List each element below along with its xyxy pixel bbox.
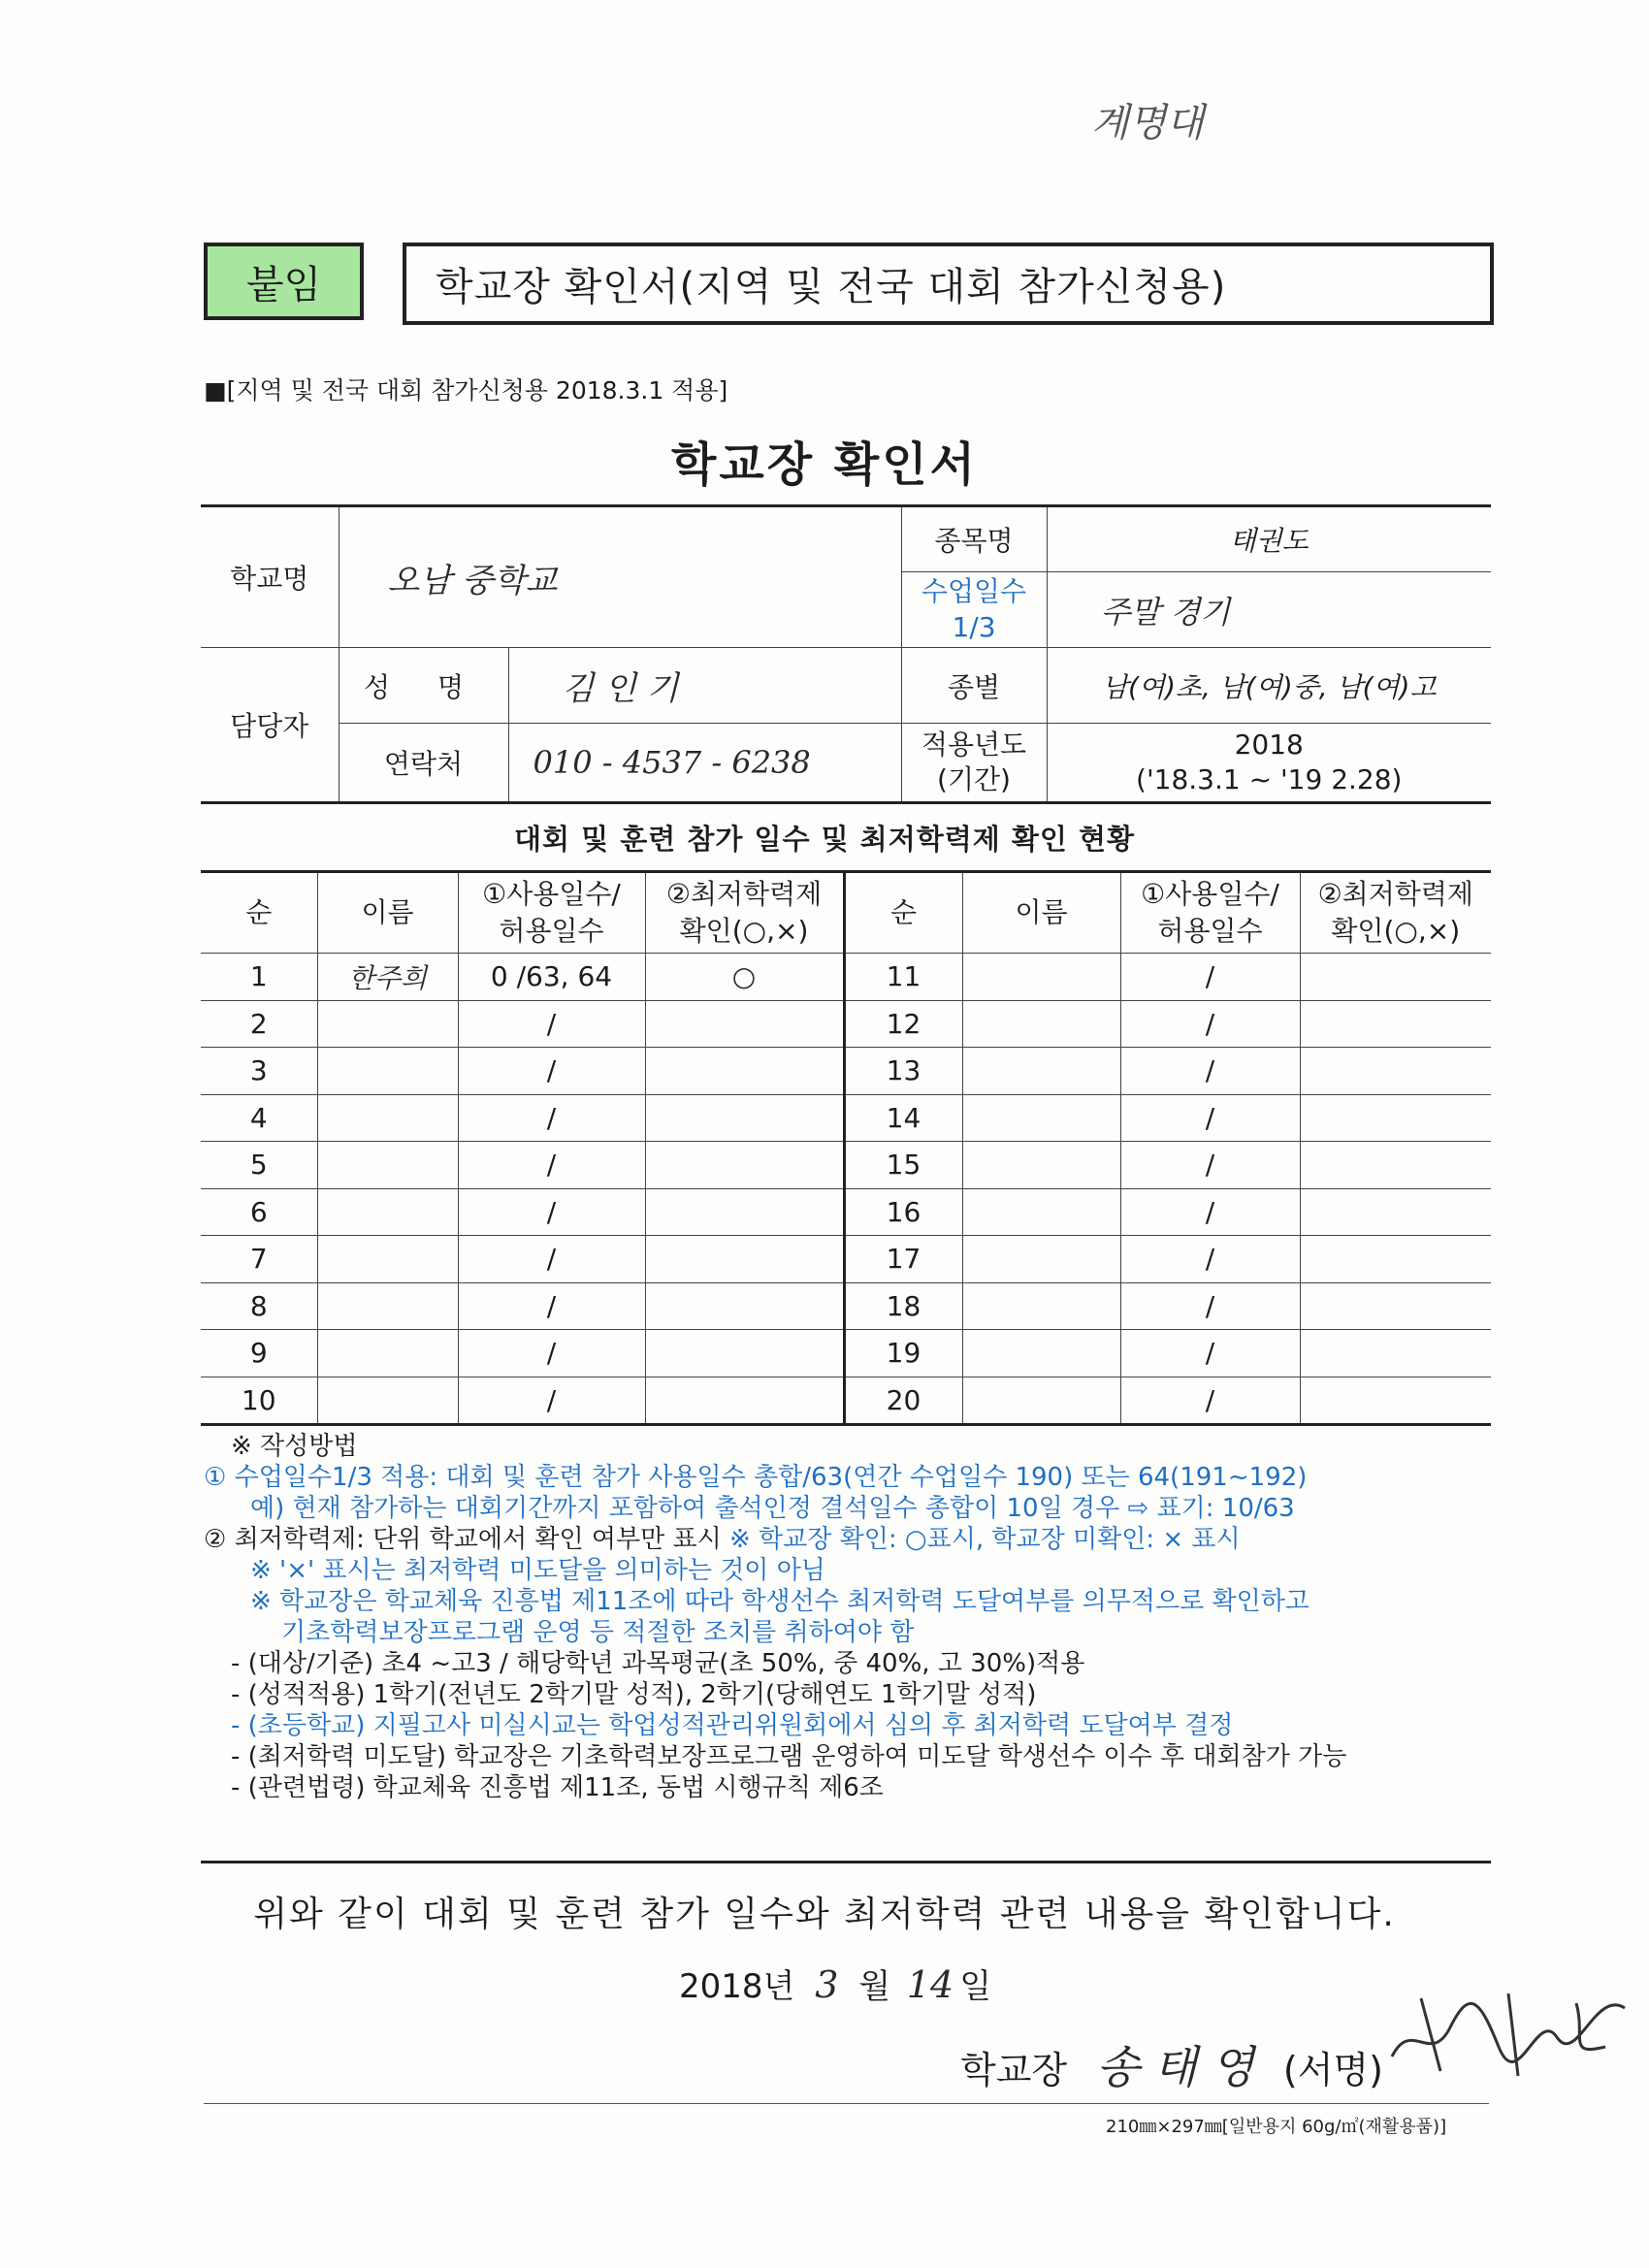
cell-no-right: 14 [844, 1094, 962, 1142]
table-row [201, 1282, 1491, 1330]
instruction-line [204, 1679, 1494, 1710]
name-label: 성 명 [339, 648, 508, 724]
cell-no: 9 [201, 1330, 317, 1377]
instruction-text: - (성적적용) 1학기(전년도 2학기말 성적), 2학기(당해연도 1학기말 성적) [231, 1680, 1037, 1709]
date-year: 2018년 [679, 1967, 795, 2006]
instruction-text: 예) 현재 참가하는 대회기간까지 포함하여 출석인정 결석일수 총합이 10일 경우 ⇨ 표기: 10/63 [250, 1494, 1295, 1523]
cell-no-right: 16 [844, 1188, 962, 1236]
cell-check [645, 1377, 844, 1425]
cell-days: / [458, 1188, 645, 1236]
col-check-right [1300, 872, 1491, 954]
cell-no-right: 15 [844, 1142, 962, 1189]
instruction-text: ※ 학교장은 학교체육 진흥법 제11조에 따라 학생선수 최저학력 도달여부를 의무적으로 확인하고 [250, 1587, 1310, 1616]
confirmation-text: 위와 같이 대회 및 훈련 참가 일수와 최저학력 관련 내용을 확인합니다. [253, 1895, 1396, 1934]
principal-sign-suffix: (서명) [1282, 2049, 1383, 2091]
subheader: ■[지역 및 전국 대회 참가신청용 2018.3.1 적용] [204, 376, 728, 405]
table-row [201, 1142, 1491, 1189]
cell-check-right [1300, 1188, 1491, 1236]
event-value: 태권도 [1047, 506, 1491, 572]
cell-check [645, 1142, 844, 1189]
col-days-line1: ①사용일수/ [482, 878, 621, 911]
table-row [201, 1048, 1491, 1095]
col-check-right-line2: 확인(○,×) [1331, 915, 1461, 947]
instruction-text: ※ '×' 표시는 최저학력 미도달을 의미하는 것이 아님 [250, 1556, 825, 1585]
header-title: 학교장 확인서(지역 및 전국 대회 참가신청용) [403, 243, 1494, 325]
cell-name: 한주희 [317, 954, 458, 1001]
instruction-line [204, 1586, 1494, 1617]
cell-name-right [962, 1377, 1120, 1425]
event-label: 종목명 [901, 506, 1047, 572]
status-title: 대회 및 훈련 참가 일수 및 최저학력제 확인 현황 [513, 823, 1136, 856]
school-label: 학교명 [201, 506, 339, 648]
cell-check [645, 1094, 844, 1142]
col-check-line2: 확인(○,×) [679, 915, 809, 947]
class-days-value: 주말 경기 [1047, 572, 1491, 648]
cell-days-right: / [1120, 1000, 1300, 1048]
year-label-line1: 적용년도 [921, 728, 1027, 761]
year-label [901, 724, 1047, 803]
cell-check-right [1300, 1094, 1491, 1142]
cell-days: / [458, 1094, 645, 1142]
attachment-label: 붙임 [204, 243, 364, 320]
cell-name-right [962, 954, 1120, 1001]
col-name-right: 이름 [962, 872, 1120, 954]
principal-signature-name: 송 태 영 [1096, 2041, 1254, 2093]
cell-days: 0 /63, 64 [458, 954, 645, 1001]
col-check [645, 872, 844, 954]
cell-no: 2 [201, 1000, 317, 1048]
cell-name-right [962, 1094, 1120, 1142]
table-row [201, 954, 1491, 1001]
instruction-text: ※ 작성방법 [231, 1432, 358, 1461]
instruction-line [204, 1462, 1494, 1493]
principal-line [960, 2032, 1383, 2096]
instruction-line [204, 1431, 1494, 1462]
instruction-text: ② 최저학력제: 단위 학교에서 확인 여부만 표시 [204, 1525, 730, 1554]
manager-label: 담당자 [201, 648, 339, 803]
cell-days: / [458, 1000, 645, 1048]
cell-days-right: / [1120, 1048, 1300, 1095]
year-value-line1: 2018 [1234, 728, 1304, 761]
instruction-text: - (최저학력 미도달) 학교장은 기초학력보장프로그램 운영하여 미도달 학생선수 이수 후 대회참가 가능 [231, 1742, 1347, 1771]
instruction-line [204, 1555, 1494, 1586]
col-days [458, 872, 645, 954]
cell-check [645, 1188, 844, 1236]
cell-check [645, 1048, 844, 1095]
cell-name [317, 1094, 458, 1142]
writing-instructions [204, 1431, 1494, 1803]
instruction-line [204, 1741, 1494, 1772]
cell-check-right [1300, 1236, 1491, 1283]
col-no: 순 [201, 872, 317, 954]
name-value: 김 인 기 [508, 648, 901, 724]
cell-check-right [1300, 1048, 1491, 1095]
col-days-right-line1: ①사용일수/ [1141, 878, 1279, 911]
cell-check-right [1300, 1282, 1491, 1330]
handwritten-note: 계명대 [1091, 101, 1204, 146]
class-days-label [901, 572, 1047, 648]
col-days-right [1120, 872, 1300, 954]
col-no-right: 순 [844, 872, 962, 954]
cell-no-right: 18 [844, 1282, 962, 1330]
cell-days-right: / [1120, 1377, 1300, 1425]
instruction-line [204, 1524, 1494, 1555]
cell-no: 4 [201, 1094, 317, 1142]
cell-name-right [962, 1282, 1120, 1330]
col-days-right-line2: 허용일수 [1157, 915, 1263, 947]
principal-label: 학교장 [960, 2049, 1068, 2091]
table-row [201, 1377, 1491, 1425]
cell-name [317, 1282, 458, 1330]
cell-days-right: / [1120, 954, 1300, 1001]
date-line [679, 1960, 991, 2007]
cell-check-right [1300, 1330, 1491, 1377]
cell-check-right [1300, 1000, 1491, 1048]
date-month: 3 [815, 1963, 839, 2006]
status-table [201, 870, 1491, 1426]
notes-divider [201, 1861, 1491, 1863]
col-days-line2: 허용일수 [499, 915, 604, 947]
instruction-text: - (대상/기준) 초4 ~고3 / 해당학년 과목평균(초 50%, 중 40%, 고 30%)적용 [231, 1649, 1085, 1678]
cell-name [317, 1236, 458, 1283]
cell-check-right [1300, 954, 1491, 1001]
col-name: 이름 [317, 872, 458, 954]
cell-check-right [1300, 1142, 1491, 1189]
bottom-rule [204, 2103, 1489, 2104]
table-row [201, 1188, 1491, 1236]
instruction-line [204, 1617, 1494, 1648]
table-row [201, 1094, 1491, 1142]
category-value: 남(여)초, 남(여)중, 남(여)고 [1047, 648, 1491, 724]
cell-name-right [962, 1236, 1120, 1283]
instruction-text: - (초등학교) 지필고사 미실시교는 학업성적관리위원회에서 심의 후 최저학력 도달여부 결정 [231, 1711, 1234, 1740]
instruction-line [204, 1710, 1494, 1741]
category-label: 종별 [901, 648, 1047, 724]
cell-name [317, 1048, 458, 1095]
cell-check [645, 1236, 844, 1283]
cell-days-right: / [1120, 1236, 1300, 1283]
paper-spec-footnote: 210㎜×297㎜[일반용지 60g/㎡(재활용품)] [1106, 2117, 1447, 2137]
year-label-line2: (기간) [937, 763, 1011, 795]
cell-days: / [458, 1282, 645, 1330]
info-table [201, 504, 1491, 804]
cell-name-right [962, 1142, 1120, 1189]
cell-days-right: / [1120, 1142, 1300, 1189]
cell-no: 10 [201, 1377, 317, 1425]
cell-name [317, 1188, 458, 1236]
cell-days: / [458, 1236, 645, 1283]
instruction-line [204, 1772, 1494, 1803]
cell-no-right: 20 [844, 1377, 962, 1425]
cell-days: / [458, 1142, 645, 1189]
contact-label: 연락처 [339, 724, 508, 803]
cell-no: 1 [201, 954, 317, 1001]
col-check-line1: ②최저학력제 [665, 878, 823, 911]
date-month-unit: 월 [858, 1967, 891, 2006]
cell-name [317, 1377, 458, 1425]
cell-check: ○ [645, 954, 844, 1001]
year-value [1047, 724, 1491, 803]
cell-check-right [1300, 1377, 1491, 1425]
cell-no-right: 19 [844, 1330, 962, 1377]
cell-days: / [458, 1330, 645, 1377]
date-day-unit: 일 [959, 1967, 992, 2006]
class-days-label-line2: 1/3 [952, 610, 996, 643]
cell-name [317, 1142, 458, 1189]
cell-no: 7 [201, 1236, 317, 1283]
cell-check [645, 1282, 844, 1330]
document-title: 학교장 확인서 [671, 437, 978, 492]
cell-days-right: / [1120, 1188, 1300, 1236]
cell-check [645, 1000, 844, 1048]
cell-days: / [458, 1048, 645, 1095]
table-row [201, 1000, 1491, 1048]
school-value: 오남 중학교 [339, 506, 901, 648]
date-day: 14 [906, 1963, 954, 2006]
cell-no-right: 17 [844, 1236, 962, 1283]
cell-days-right: / [1120, 1330, 1300, 1377]
cell-name-right [962, 1048, 1120, 1095]
cell-no-right: 11 [844, 954, 962, 1001]
instruction-text: ① 수업일수1/3 적용: 대회 및 훈련 참가 사용일수 총합/63(연간 수업일수 190) 또는 64(191~192) [204, 1463, 1308, 1492]
cell-name [317, 1000, 458, 1048]
year-value-line2: ('18.3.1 ~ '19 2.28) [1136, 763, 1403, 795]
signature [1382, 1979, 1634, 2086]
cell-check [645, 1330, 844, 1377]
col-check-right-line1: ②최저학력제 [1317, 878, 1473, 911]
cell-no: 5 [201, 1142, 317, 1189]
instruction-text: 기초학력보장프로그램 운영 등 적절한 조치를 취하여야 함 [281, 1618, 915, 1647]
cell-no-right: 13 [844, 1048, 962, 1095]
class-days-label-line1: 수업일수 [921, 575, 1027, 608]
cell-days-right: / [1120, 1282, 1300, 1330]
cell-name [317, 1330, 458, 1377]
cell-name-right [962, 1188, 1120, 1236]
cell-days-right: / [1120, 1094, 1300, 1142]
cell-no: 3 [201, 1048, 317, 1095]
instruction-text-highlight: ※ 학교장 확인: ○표시, 학교장 미확인: × 표시 [729, 1525, 1241, 1554]
contact-value: 010 - 4537 - 6238 [508, 724, 901, 803]
cell-no: 8 [201, 1282, 317, 1330]
instruction-line [204, 1493, 1494, 1524]
table-row [201, 1330, 1491, 1377]
cell-days: / [458, 1377, 645, 1425]
instruction-line [204, 1648, 1494, 1679]
table-row [201, 1236, 1491, 1283]
cell-name-right [962, 1000, 1120, 1048]
cell-no-right: 12 [844, 1000, 962, 1048]
cell-name-right [962, 1330, 1120, 1377]
cell-no: 6 [201, 1188, 317, 1236]
instruction-text: - (관련법령) 학교체육 진흥법 제11조, 동법 시행규칙 제6조 [231, 1773, 884, 1802]
